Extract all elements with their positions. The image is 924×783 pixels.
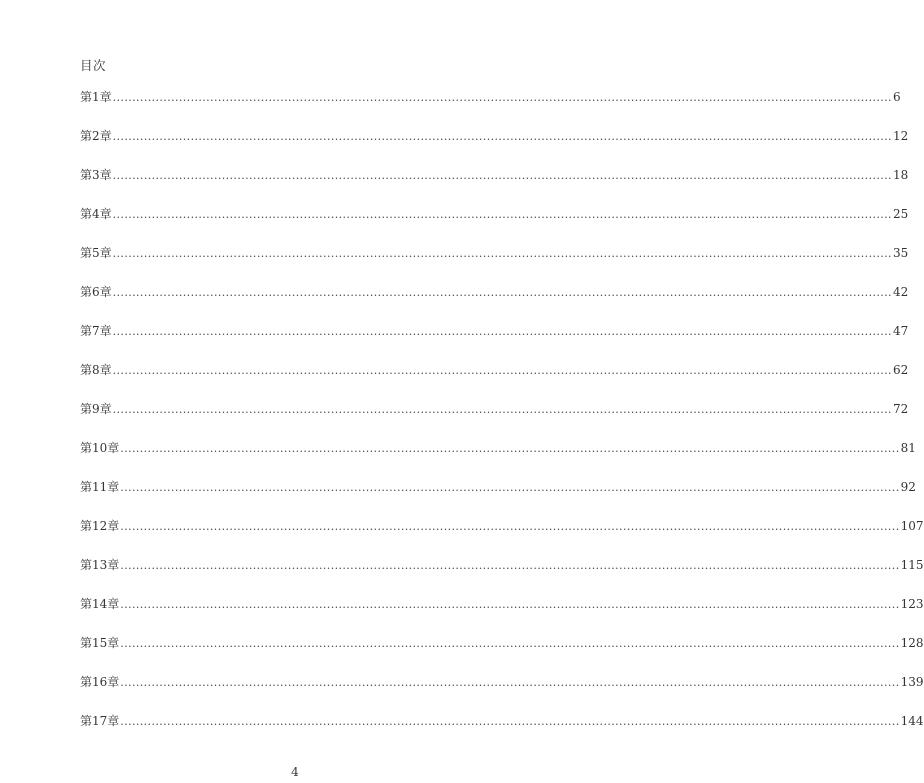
toc-entry-title: 第8章	[80, 363, 112, 377]
toc-entry[interactable]	[80, 634, 924, 673]
toc-entry-title: 第1章	[80, 90, 112, 104]
toc-entry-title: 第17章	[80, 714, 120, 728]
toc-entry-page: 47	[892, 324, 909, 338]
toc-entry[interactable]	[80, 595, 924, 634]
toc-entry-page: 81	[900, 441, 916, 455]
toc-entry-title: 第15章	[80, 636, 120, 650]
toc-dot-leader: ........................................................................................................................................................................................................	[112, 286, 892, 299]
toc-entry[interactable]	[80, 166, 909, 205]
toc-entry-title: 第3章	[80, 168, 112, 182]
toc-dot-leader: ........................................................................................................................................................................................................	[112, 247, 892, 260]
toc-entry[interactable]	[80, 400, 909, 439]
toc-dot-leader: ........................................................................................................................................................................................................	[112, 169, 892, 182]
toc-entry-title: 第9章	[80, 402, 112, 416]
toc-entry-page: 123	[900, 597, 924, 611]
toc-entry-title: 第4章	[80, 207, 112, 221]
toc-dot-leader: ........................................................................................................................................................................................................	[112, 403, 892, 416]
toc-entry-title: 第5章	[80, 246, 112, 260]
toc-entry-page: 139	[900, 675, 924, 689]
toc-entry-page: 92	[900, 480, 916, 494]
toc-entry-title: 第2章	[80, 129, 112, 143]
toc-entry[interactable]	[80, 361, 909, 400]
toc-dot-leader: ........................................................................................................................................................................................................	[120, 442, 900, 455]
toc-list	[80, 88, 924, 751]
toc-dot-leader: ........................................................................................................................................................................................................	[120, 559, 900, 572]
toc-entry-title: 第16章	[80, 675, 120, 689]
toc-dot-leader: ........................................................................................................................................................................................................	[112, 208, 892, 221]
toc-entry[interactable]	[80, 88, 901, 127]
toc-entry-title: 第13章	[80, 558, 120, 572]
toc-entry[interactable]	[80, 673, 924, 712]
toc-entry-page: 115	[900, 558, 924, 572]
page-number: 4	[291, 765, 299, 779]
toc-dot-leader: ........................................................................................................................................................................................................	[112, 130, 892, 143]
toc-dot-leader: ........................................................................................................................................................................................................	[120, 637, 900, 650]
toc-entry-page: 42	[892, 285, 909, 299]
toc-entry-page: 128	[900, 636, 924, 650]
toc-dot-leader: ........................................................................................................................................................................................................	[120, 676, 900, 689]
toc-entry-page: 62	[892, 363, 909, 377]
toc-entry-title: 第7章	[80, 324, 112, 338]
toc-entry-page: 144	[900, 714, 924, 728]
toc-dot-leader: ........................................................................................................................................................................................................	[112, 325, 892, 338]
toc-entry-title: 第10章	[80, 441, 120, 455]
toc-entry[interactable]	[80, 322, 909, 361]
toc-entry[interactable]	[80, 127, 909, 166]
toc-entry-page: 12	[892, 129, 909, 143]
toc-entry[interactable]	[80, 283, 909, 322]
toc-entry-page: 107	[900, 519, 924, 533]
toc-dot-leader: ........................................................................................................................................................................................................	[120, 481, 900, 494]
toc-entry[interactable]	[80, 478, 916, 517]
toc-entry[interactable]	[80, 439, 916, 478]
toc-entry-title: 第6章	[80, 285, 112, 299]
toc-entry-title: 第14章	[80, 597, 120, 611]
toc-dot-leader: ........................................................................................................................................................................................................	[112, 364, 892, 377]
toc-dot-leader: ........................................................................................................................................................................................................	[120, 715, 900, 728]
toc-dot-leader: ........................................................................................................................................................................................................	[120, 598, 900, 611]
toc-entry-page: 25	[892, 207, 909, 221]
toc-entry[interactable]	[80, 556, 924, 595]
toc-dot-leader: ........................................................................................................................................................................................................	[120, 520, 900, 533]
toc-entry[interactable]	[80, 517, 924, 556]
toc-entry[interactable]	[80, 205, 909, 244]
toc-entry[interactable]	[80, 712, 924, 751]
toc-heading: 目次	[80, 58, 107, 73]
toc-dot-leader: ........................................................................................................................................................................................................	[112, 91, 892, 104]
toc-entry-page: 72	[892, 402, 909, 416]
toc-entry-title: 第12章	[80, 519, 120, 533]
toc-entry-page: 35	[892, 246, 909, 260]
toc-entry-page: 6	[892, 90, 901, 104]
toc-entry-title: 第11章	[80, 480, 120, 494]
toc-entry[interactable]	[80, 244, 909, 283]
toc-entry-page: 18	[892, 168, 909, 182]
